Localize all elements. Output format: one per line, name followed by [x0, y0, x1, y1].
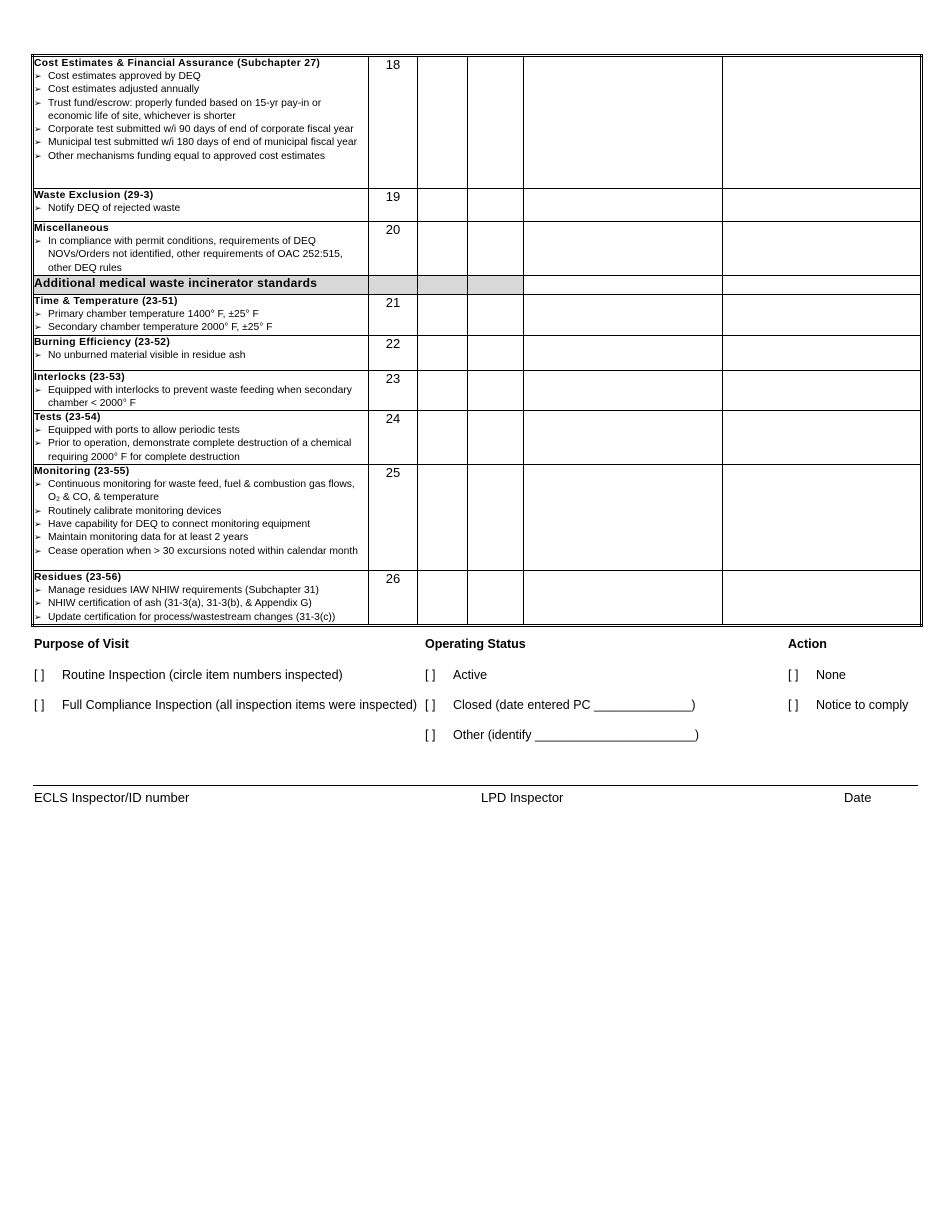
- status-other-option[interactable]: [425, 728, 699, 742]
- violation-cell[interactable]: [468, 571, 524, 626]
- purpose-heading: Purpose of Visit: [34, 637, 129, 651]
- bullet-item: [34, 308, 368, 321]
- arrow-bullet-icon: ➢: [34, 84, 42, 95]
- violation-cell[interactable]: [468, 411, 524, 465]
- bullet-item: [34, 531, 368, 544]
- arrow-bullet-icon: ➢: [34, 384, 42, 395]
- bullet-item: [34, 437, 368, 464]
- option-label: Notice to comply: [816, 698, 909, 712]
- option-label: Closed (date entered PC ______________): [453, 698, 696, 712]
- arrow-bullet-icon: ➢: [34, 97, 42, 108]
- comments-cell[interactable]: [524, 276, 723, 295]
- arrow-bullet-icon: ➢: [34, 236, 42, 246]
- bullet-text: In compliance with permit conditions, requirements of DEQ NOVs/Orders not identified, other requirements of OAC 252:515, other DEQ rules: [48, 236, 343, 274]
- na-cell[interactable]: [524, 411, 723, 465]
- comments-cell[interactable]: [723, 465, 922, 571]
- section-title: Time & Temperature (23-51): [34, 296, 178, 307]
- bullet-text: Cost estimates adjusted annually: [48, 84, 200, 96]
- bullet-text: No unburned material visible in residue ash: [48, 349, 246, 361]
- comments-cell[interactable]: [723, 370, 922, 411]
- na-cell[interactable]: [524, 571, 723, 626]
- bullet-item: [34, 424, 368, 437]
- bullet-text: Equipped with interlocks to prevent waste feeding when secondary chamber < 2000° F: [48, 384, 352, 409]
- date-label: Date: [844, 790, 872, 805]
- inspection-checklist-table: [31, 54, 923, 627]
- bullet-item: [34, 321, 368, 334]
- bullet-text: Prior to operation, demonstrate complete destruction of a chemical requiring 2000° F for complete destruction: [48, 438, 352, 463]
- checklist-row: [33, 222, 922, 276]
- arrow-bullet-icon: ➢: [34, 585, 42, 596]
- section-title: Residues (23-56): [34, 572, 122, 584]
- comments-cell[interactable]: [723, 571, 922, 626]
- item-number[interactable]: 23: [369, 370, 418, 411]
- action-none-option[interactable]: [788, 668, 846, 682]
- arrow-bullet-icon: ➢: [34, 203, 42, 213]
- bullet-item: [34, 202, 368, 215]
- comments-cell[interactable]: [723, 189, 922, 222]
- violation-cell[interactable]: [468, 56, 524, 189]
- bullet-item: [34, 123, 368, 136]
- bullet-text: NHIW certification of ash (31-3(a), 31-3(b), & Appendix G): [48, 598, 312, 610]
- subheader-blank-cell: [369, 276, 418, 295]
- bullet-text: Notify DEQ of rejected waste: [48, 203, 181, 214]
- section-title: Monitoring (23-55): [34, 466, 130, 478]
- bullet-item: [34, 597, 368, 610]
- section-title: Interlocks (23-53): [34, 371, 125, 383]
- bullet-text: Routinely calibrate monitoring devices: [48, 505, 222, 517]
- purpose-routine-option[interactable]: [34, 668, 343, 682]
- checklist-row: [33, 335, 922, 370]
- bullet-item: [34, 611, 368, 624]
- item-number[interactable]: 19: [369, 189, 418, 222]
- bullet-text: Cease operation when > 30 excursions noted within calendar month: [48, 545, 358, 557]
- bullet-text: Trust fund/escrow: properly funded based on 15-yr pay-in or economic life of site, whichever is shorter: [48, 97, 322, 122]
- item-number[interactable]: 21: [369, 295, 418, 336]
- checklist-row: [33, 189, 922, 222]
- bullet-text: Corporate test submitted w/i 90 days of end of corporate fiscal year: [48, 124, 354, 136]
- item-number[interactable]: 18: [369, 56, 418, 189]
- checklist-row: [33, 411, 922, 465]
- na-cell[interactable]: [524, 56, 723, 189]
- compliance-cell[interactable]: [418, 222, 468, 276]
- item-number[interactable]: 20: [369, 222, 418, 276]
- compliance-cell[interactable]: [418, 571, 468, 626]
- item-description: [33, 335, 369, 370]
- checkbox[interactable]: [ ]: [34, 698, 45, 712]
- subheader-title: Additional medical waste incinerator standards: [33, 276, 369, 295]
- option-label: Routine Inspection (circle item numbers inspected): [62, 668, 343, 682]
- section-title: Tests (23-54): [34, 412, 101, 424]
- checklist-row: [33, 295, 922, 336]
- item-number[interactable]: 24: [369, 411, 418, 465]
- checkbox[interactable]: [ ]: [425, 698, 436, 712]
- arrow-bullet-icon: ➢: [34, 479, 42, 490]
- arrow-bullet-icon: ➢: [34, 598, 42, 609]
- item-number[interactable]: 22: [369, 335, 418, 370]
- arrow-bullet-icon: ➢: [34, 124, 42, 135]
- section-title: Burning Efficiency (23-52): [34, 336, 171, 348]
- item-description: [33, 295, 369, 336]
- checklist-row: [33, 56, 922, 189]
- arrow-bullet-icon: ➢: [34, 71, 42, 81]
- item-description: [33, 222, 369, 276]
- arrow-bullet-icon: ➢: [34, 425, 42, 436]
- item-description: [33, 189, 369, 222]
- checkbox[interactable]: [ ]: [425, 668, 436, 682]
- signature-line[interactable]: [33, 785, 918, 786]
- bullet-item: [34, 478, 368, 505]
- item-number[interactable]: 25: [369, 465, 418, 571]
- bullet-text: Cost estimates approved by DEQ: [48, 71, 201, 82]
- compliance-cell[interactable]: [418, 411, 468, 465]
- subheader-row: [33, 276, 922, 295]
- option-label: Active: [453, 668, 488, 682]
- item-description: [33, 370, 369, 411]
- bullet-text: Secondary chamber temperature 2000° F, ±25° F: [48, 322, 273, 334]
- subheader-blank-cell: [468, 276, 524, 295]
- bullet-item: [34, 136, 368, 149]
- arrow-bullet-icon: ➢: [34, 137, 42, 148]
- bullet-item: [34, 584, 368, 597]
- action-notice-option[interactable]: [788, 698, 908, 712]
- bullet-item: [34, 83, 368, 96]
- section-title: Cost Estimates & Financial Assurance (Subchapter 27): [34, 58, 321, 69]
- violation-cell[interactable]: [468, 465, 524, 571]
- option-label: None: [816, 668, 846, 682]
- bullet-item: [34, 545, 368, 558]
- arrow-bullet-icon: ➢: [34, 309, 42, 319]
- checkbox[interactable]: [ ]: [425, 728, 436, 742]
- bullet-text: Update certification for process/wastestream changes (31-3(c)): [48, 611, 336, 623]
- na-cell[interactable]: [524, 335, 723, 370]
- arrow-bullet-icon: ➢: [34, 505, 42, 516]
- bullet-text: Primary chamber temperature 1400° F, ±25° F: [48, 309, 259, 320]
- status-heading: Operating Status: [425, 637, 526, 651]
- checklist-row: [33, 571, 922, 626]
- violation-cell[interactable]: [468, 222, 524, 276]
- bullet-item: [34, 97, 368, 124]
- arrow-bullet-icon: ➢: [34, 532, 42, 543]
- arrow-bullet-icon: ➢: [34, 322, 42, 333]
- action-heading: Action: [788, 637, 827, 651]
- arrow-bullet-icon: ➢: [34, 611, 42, 622]
- na-cell[interactable]: [524, 222, 723, 276]
- checklist-row: [33, 465, 922, 571]
- comments-cell[interactable]: [723, 56, 922, 189]
- bullet-text: Municipal test submitted w/i 180 days of end of municipal fiscal year: [48, 137, 358, 149]
- violation-cell[interactable]: [468, 189, 524, 222]
- comments-cell[interactable]: [723, 411, 922, 465]
- bullet-item: [34, 349, 368, 362]
- compliance-cell[interactable]: [418, 189, 468, 222]
- checkbox[interactable]: [ ]: [788, 698, 799, 712]
- status-closed-option[interactable]: [425, 698, 696, 712]
- item-description: [33, 465, 369, 571]
- na-cell[interactable]: [524, 370, 723, 411]
- violation-cell[interactable]: [468, 335, 524, 370]
- violation-cell[interactable]: [468, 370, 524, 411]
- section-title: Waste Exclusion (29-3): [34, 190, 154, 201]
- compliance-cell[interactable]: [418, 295, 468, 336]
- section-title: Miscellaneous: [34, 223, 109, 234]
- comments-cell[interactable]: [723, 335, 922, 370]
- item-description: [33, 411, 369, 465]
- compliance-cell[interactable]: [418, 370, 468, 411]
- bullet-text: Other mechanisms funding equal to approved cost estimates: [48, 150, 326, 162]
- comments-cell[interactable]: [723, 222, 922, 276]
- bullet-text: Equipped with ports to allow periodic tests: [48, 425, 240, 437]
- na-cell[interactable]: [524, 295, 723, 336]
- bullet-item: [34, 505, 368, 518]
- ecls-inspector-label: ECLS Inspector/ID number: [34, 790, 190, 805]
- compliance-cell[interactable]: [418, 465, 468, 571]
- checkbox[interactable]: [ ]: [34, 668, 45, 682]
- bullet-text: Have capability for DEQ to connect monitoring equipment: [48, 518, 311, 530]
- compliance-cell[interactable]: [418, 56, 468, 189]
- status-active-option[interactable]: [425, 668, 487, 682]
- bullet-item: [34, 384, 368, 411]
- bullet-item: [34, 70, 368, 83]
- bullet-item: [34, 150, 368, 163]
- bullet-text: Continuous monitoring for waste feed, fuel & combustion gas flows, O₂ & CO, & temperature: [48, 479, 355, 504]
- bullet-text: Manage residues IAW NHIW requirements (Subchapter 31): [48, 585, 319, 597]
- checkbox[interactable]: [ ]: [788, 668, 799, 682]
- item-description: [33, 56, 369, 189]
- arrow-bullet-icon: ➢: [34, 518, 42, 529]
- checklist-row: [33, 370, 922, 411]
- na-cell[interactable]: [524, 189, 723, 222]
- violation-cell[interactable]: [468, 295, 524, 336]
- option-label: Other (identify _______________________): [453, 728, 700, 742]
- subheader-blank-cell: [418, 276, 468, 295]
- item-description: [33, 571, 369, 626]
- na-cell[interactable]: [524, 465, 723, 571]
- item-number[interactable]: 26: [369, 571, 418, 626]
- purpose-full-option[interactable]: [34, 698, 417, 712]
- lpd-inspector-label: LPD Inspector: [481, 790, 564, 805]
- option-label: Full Compliance Inspection (all inspection items were inspected): [62, 698, 418, 712]
- comments-cell[interactable]: [723, 295, 922, 336]
- bullet-item: [34, 235, 368, 275]
- arrow-bullet-icon: ➢: [34, 150, 42, 161]
- bullet-item: [34, 518, 368, 531]
- bullet-text: Maintain monitoring data for at least 2 years: [48, 532, 249, 544]
- arrow-bullet-icon: ➢: [34, 438, 42, 449]
- compliance-cell[interactable]: [418, 335, 468, 370]
- arrow-bullet-icon: ➢: [34, 349, 42, 360]
- arrow-bullet-icon: ➢: [34, 545, 42, 556]
